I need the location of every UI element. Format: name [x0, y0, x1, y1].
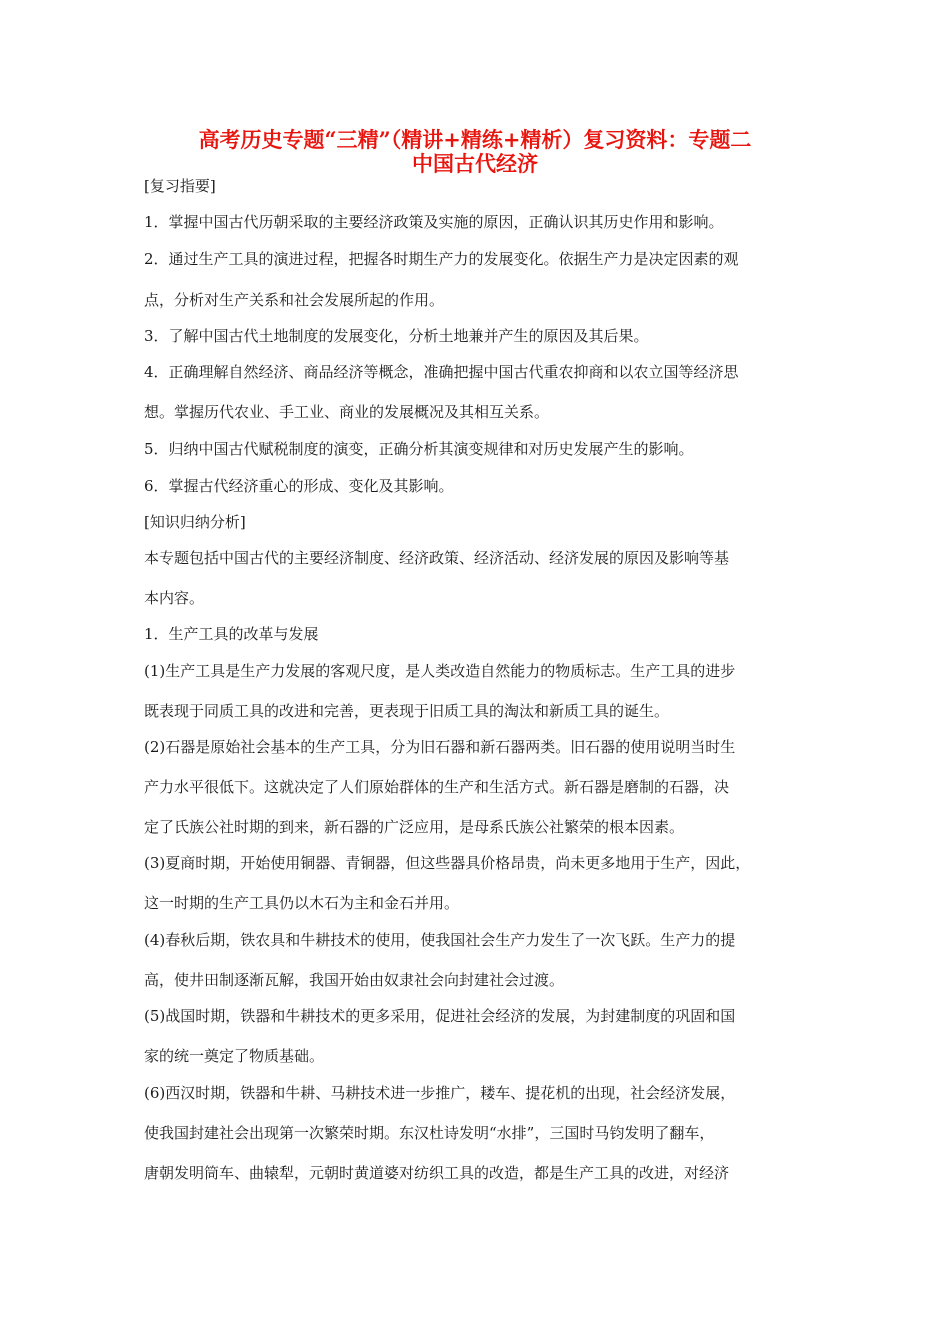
text-line: (3)夏商时期，开始使用铜器、青铜器，但这些器具价格昂贵，尚未更多地用于生产，因此，: [144, 854, 751, 872]
text-line: 本内容。: [144, 589, 205, 607]
text-line: 产力水平很低下。这就决定了人们原始群体的生产和生活方式。新石器是磨制的石器，决: [144, 778, 730, 796]
text-line: (5)战国时期，铁器和牛耕技术的更多采用，促进社会经济的发展，为封建制度的巩固和国: [144, 1007, 736, 1025]
section-heading-review-guide: [复习指要]: [144, 177, 216, 195]
text-line: 想。掌握历代农业、手工业、商业的发展概况及其相互关系。: [144, 403, 550, 421]
text-line: (4)春秋后期，铁农具和牛耕技术的使用，使我国社会生产力发生了一次飞跃。生产力的提: [144, 931, 736, 949]
text-line: 既表现于同质工具的改进和完善，更表现于旧质工具的淘汰和新质工具的诞生。: [144, 702, 670, 720]
text-line: 这一时期的生产工具仍以木石为主和金石并用。: [144, 894, 460, 912]
text-line: 定了氏族公社时期的到来，新石器的广泛应用，是母系氏族公社繁荣的根本因素。: [144, 818, 685, 836]
text-line: 2．通过生产工具的演进过程，把握各时期生产力的发展变化。依据生产力是决定因素的观: [144, 250, 739, 268]
text-line: 点，分析对生产关系和社会发展所起的作用。: [144, 291, 445, 309]
text-line: 3．了解中国古代土地制度的发展变化，分析土地兼并产生的原因及其后果。: [144, 327, 649, 345]
text-line: 唐朝发明筒车、曲辕犁，元朝时黄道婆对纺织工具的改造，都是生产工具的改进，对经济: [144, 1164, 730, 1182]
text-line: (6)西汉时期，铁器和牛耕、马耕技术进一步推广，耧车、提花机的出现，社会经济发展，: [144, 1084, 736, 1102]
section-heading-knowledge-analysis: [知识归纳分析]: [144, 513, 246, 531]
text-line: (2)石器是原始社会基本的生产工具，分为旧石器和新石器两类。旧石器的使用说明当时生: [144, 738, 736, 756]
text-line: 使我国封建社会出现第一次繁荣时期。东汉杜诗发明“水排”，三国时马钧发明了翻车，: [144, 1124, 715, 1142]
text-line: 6．掌握古代经济重心的形成、变化及其影响。: [144, 477, 454, 495]
text-line: (1)生产工具是生产力发展的客观尺度，是人类改造自然能力的物质标志。生产工具的进步: [144, 662, 736, 680]
text-line: 高，使井田制逐渐瓦解，我国开始由奴隶社会向封建社会过渡。: [144, 971, 565, 989]
document-title-line1: 高考历史专题“三精”（精讲+精练+精析）复习资料：专题二: [198, 127, 752, 152]
text-line: 家的统一奠定了物质基础。: [144, 1047, 325, 1065]
text-line: 5．归纳中国古代赋税制度的演变，正确分析其演变规律和对历史发展产生的影响。: [144, 440, 694, 458]
subsection-heading: 1．生产工具的改革与发展: [144, 625, 319, 643]
text-line: 4．正确理解自然经济、商品经济等概念，准确把握中国古代重农抑商和以农立国等经济思: [144, 363, 739, 381]
text-line: 1．掌握中国古代历朝采取的主要经济政策及实施的原因，正确认识其历史作用和影响。: [144, 213, 724, 231]
document-title-line2: 中国古代经济: [412, 151, 538, 176]
text-line: 本专题包括中国古代的主要经济制度、经济政策、经济活动、经济发展的原因及影响等基: [144, 549, 730, 567]
